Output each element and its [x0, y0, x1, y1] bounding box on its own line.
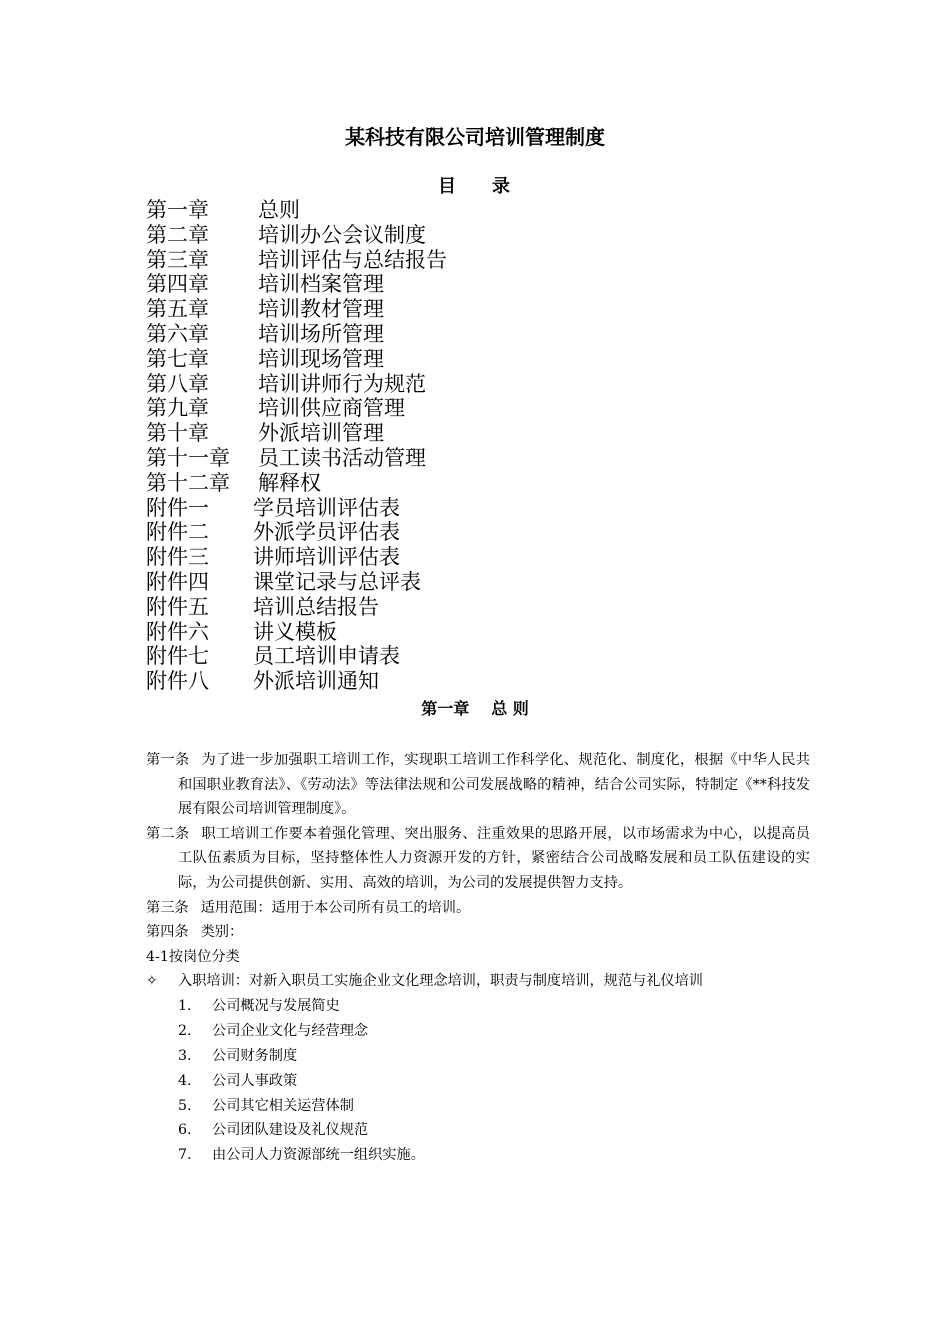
document-title: 某科技有限公司培训管理制度: [345, 125, 605, 149]
toc-label: 第六章: [146, 321, 209, 346]
toc-heading: [0, 173, 950, 201]
toc-item-chapter-6: [146, 322, 606, 347]
toc-title: 培训评估与总结报告: [258, 247, 447, 272]
toc-heading-right: 录: [492, 176, 512, 197]
list-item: [146, 1094, 810, 1119]
article-2: [146, 822, 810, 896]
toc-title: 培训办公会议制度: [258, 222, 426, 247]
toc-item-appendix-7: [146, 644, 606, 669]
list-item: [146, 1143, 810, 1168]
table-of-contents: [146, 198, 606, 694]
list-item: [146, 1019, 810, 1044]
toc-label: 第九章: [146, 396, 209, 421]
article-number: 第三条: [146, 899, 189, 916]
toc-title: 外派学员评估表: [253, 520, 400, 545]
toc-title: 讲义模板: [253, 619, 337, 644]
article-number: 第一条: [146, 752, 190, 768]
toc-item-chapter-5: [146, 297, 606, 322]
toc-label: 附件二: [146, 520, 209, 545]
article-1: [146, 748, 810, 822]
toc-item-appendix-6: [146, 620, 606, 645]
list-text: 公司其它相关运营体制: [212, 1097, 354, 1114]
list-text: 公司人事政策: [212, 1072, 298, 1089]
toc-title: 培训总结报告: [253, 594, 379, 619]
toc-item-appendix-1: [146, 496, 606, 521]
toc-label: 第四章: [146, 272, 209, 297]
toc-item-chapter-3: [146, 248, 606, 273]
subsection-heading: 4-1按岗位分类: [146, 948, 240, 965]
article-3: [146, 896, 810, 921]
list-item: [146, 1118, 810, 1143]
toc-item-chapter-8: [146, 372, 606, 397]
chapter-number: 第一章: [421, 699, 470, 718]
toc-label: 附件四: [146, 569, 209, 594]
toc-label: 附件六: [146, 619, 209, 644]
toc-item-chapter-2: [146, 223, 606, 248]
toc-item-chapter-12: [146, 471, 606, 496]
list-number: 6.: [178, 1122, 192, 1139]
toc-label: 附件一: [146, 495, 209, 520]
toc-label: 附件七: [146, 644, 209, 669]
toc-item-appendix-5: [146, 595, 606, 620]
toc-label: 第八章: [146, 371, 209, 396]
article-text: 为了进一步加强职工培训工作，实现职工培训工作科学化、规范化、制度化，根据《中华人民共和国职业教育法》、《劳动法》等法律法规和公司发展战略的精神，结合公司实际，特制定《**科技发展有限公司培训管理制度》。: [178, 752, 810, 818]
article-number: 第二条: [146, 825, 190, 842]
toc-label: 第十二章: [146, 470, 230, 495]
list-number: 3.: [178, 1047, 192, 1064]
bullet-item: [146, 969, 810, 994]
toc-label: 第三章: [146, 247, 209, 272]
toc-label: 附件五: [146, 594, 209, 619]
toc-title: 总则: [258, 198, 300, 222]
toc-title: 培训档案管理: [258, 272, 384, 297]
toc-item-chapter-1: [146, 198, 606, 223]
article-text: 职工培训工作要本着强化管理、突出服务、注重效果的思路开展，以市场需求为中心，以提高员工队伍素质为目标，坚持整体性人力资源开发的方针，紧密结合公司战略发展和员工队伍建设的实际，为公司提供创新、实用、高效的培训，为公司的发展提供智力支持。: [178, 825, 810, 891]
toc-heading-left: 目: [438, 176, 458, 197]
chapter-title: 总 则: [491, 699, 529, 718]
toc-title: 讲师培训评估表: [253, 545, 400, 570]
toc-item-chapter-4: [146, 272, 606, 297]
toc-title: 培训场所管理: [258, 321, 384, 346]
chapter-heading: [0, 696, 950, 722]
article-text: 类别：: [200, 924, 244, 941]
toc-label: 第一章: [146, 198, 209, 222]
list-item: [146, 994, 810, 1019]
toc-item-appendix-8: [146, 669, 606, 694]
toc-item-chapter-7: [146, 347, 606, 372]
toc-item-appendix-4: [146, 570, 606, 595]
toc-label: 附件三: [146, 545, 209, 570]
list-item: [146, 1069, 810, 1094]
list-text: 由公司人力资源部统一组织实施。: [212, 1147, 425, 1164]
list-number: 4.: [178, 1072, 192, 1089]
toc-title: 培训供应商管理: [258, 396, 405, 421]
toc-title: 学员培训评估表: [253, 495, 400, 520]
article-text: 适用范围：适用于本公司所有员工的培训。: [200, 899, 471, 916]
article-4: [146, 920, 810, 945]
toc-item-appendix-2: [146, 520, 606, 545]
list-text: 公司企业文化与经营理念: [212, 1022, 369, 1039]
toc-item-appendix-3: [146, 545, 606, 570]
list-text: 公司财务制度: [212, 1047, 298, 1064]
toc-item-chapter-9: [146, 396, 606, 421]
toc-title: 解释权: [258, 470, 321, 495]
chapter-body: [146, 748, 810, 1168]
list-number: 1.: [178, 997, 192, 1014]
toc-title: 课堂记录与总评表: [253, 569, 421, 594]
toc-label: 第二章: [146, 222, 209, 247]
toc-label: 附件八: [146, 669, 209, 694]
toc-label: 第七章: [146, 346, 209, 371]
toc-title: 培训教材管理: [258, 297, 384, 322]
diamond-bullet-icon: ✧: [146, 973, 158, 990]
toc-title: 外派培训管理: [258, 421, 384, 446]
list-number: 5.: [178, 1097, 192, 1114]
onboarding-topics-list: [146, 994, 810, 1168]
toc-title: 培训现场管理: [258, 346, 384, 371]
toc-item-chapter-11: [146, 446, 606, 471]
toc-item-chapter-10: [146, 421, 606, 446]
list-item: [146, 1044, 810, 1069]
toc-title: 外派培训通知: [253, 669, 379, 694]
toc-label: 第十一章: [146, 445, 230, 470]
list-number: 2.: [178, 1022, 192, 1039]
list-text: 公司团队建设及礼仪规范: [212, 1122, 369, 1139]
bullet-text: 入职培训：对新入职员工实施企业文化理念培训，职责与制度培训，规范与礼仪培训: [178, 973, 703, 990]
toc-title: 培训讲师行为规范: [258, 371, 426, 396]
article-number: 第四条: [146, 924, 189, 941]
toc-label: 第五章: [146, 297, 209, 322]
list-number: 7.: [178, 1147, 192, 1164]
list-text: 公司概况与发展简史: [212, 997, 340, 1014]
toc-title: 员工培训申请表: [253, 644, 400, 669]
toc-title: 员工读书活动管理: [258, 445, 426, 470]
toc-label: 第十章: [146, 421, 209, 446]
